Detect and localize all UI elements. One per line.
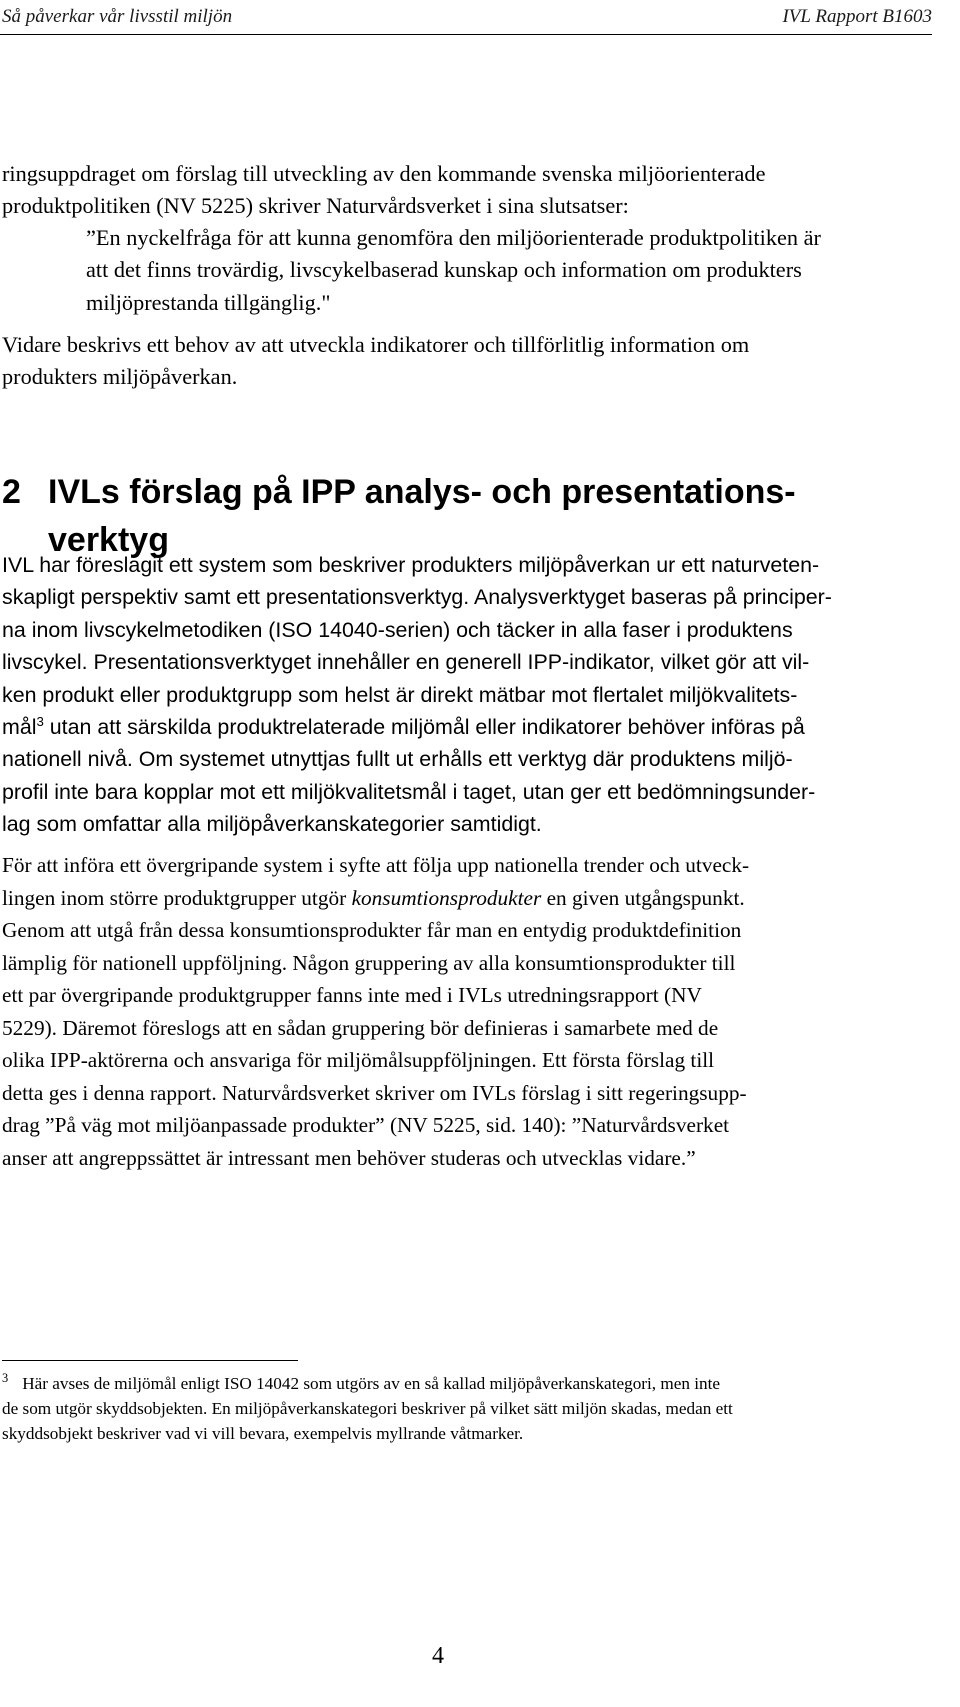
intro-paragraph [2,158,765,223]
text-line: lämplig för nationell uppföljning. Någon gruppering av alla konsumtionsprodukter till [2,950,736,975]
text-line [2,882,900,915]
block-quote [86,222,821,319]
text-line: detta ges i denna rapport. Naturvårdsverket skriver om IVLs förslag i sitt regeringsupp- [2,1080,747,1105]
footnote-reference: 3 [36,713,44,729]
section-title-line-2: verktyg [48,521,169,559]
text-line: att det finns trovärdig, livscykelbaserad kunskap och information om produkters [86,257,802,283]
text-line: produktpolitiken (NV 5225) skriver Naturvårdsverket i sina slutsatser: [2,193,629,219]
text-line: drag ”På väg mot miljöanpassade produkter” (NV 5225, sid. 140): ”Naturvårdsverket [2,1113,730,1137]
text-line: Genom att utgå från dessa konsumtionsprodukter får man en entydig produktdefinition [2,918,742,942]
text-line: miljöprestanda tillgänglig." [86,289,331,315]
text-line: skyddsobjekt beskriver vad vi vill bevara, exempelvis myllrande våtmarker. [2,1424,524,1443]
text-line: lag som omfattar alla miljöpåverkanskategorier samtidigt. [2,812,542,837]
footnote [2,1371,892,1446]
text-line [2,711,902,743]
running-header-report: IVL Rapport B1603 [782,6,932,27]
text-line: 5229). Däremot föreslogs att en sådan gruppering bör definieras i samarbete med de [2,1015,719,1040]
text-line: profil inte bara kopplar mot ett miljökvalitetsmål i taget, utan ger ett bedömningsunder- [2,779,816,804]
text-line: de som utgör skyddsobjekten. En miljöpåverkanskategori beskriver på vilket sätt miljön skadas, medan ett [2,1399,733,1418]
text-line: olika IPP-aktörerna och ansvariga för miljömålsuppföljningen. Ett första förslag till [2,1048,715,1072]
section-number: 2 [2,473,21,511]
text-line: ringsuppdraget om förslag till utveckling av den kommande svenska miljöorienterade [2,161,766,186]
page-number: 4 [432,1643,444,1669]
text-line: Vidare beskrivs ett behov av att utveckla indikatorer och tillförlitlig information om [2,332,750,357]
section-title-line-1: IVLs förslag på IPP analys- och presentations- [48,473,796,511]
text-line [2,1371,892,1396]
text-line: För att införa ett övergripande system i syfte att följa upp nationella trender och utveck- [2,853,750,877]
text-line: nationell nivå. Om systemet utnyttjas fullt ut erhålls ett verktyg där produktens miljö- [2,747,793,772]
text-span: lingen inom större produktgrupper utgör [2,885,352,910]
text-line: produkters miljöpåverkan. [2,364,238,390]
text-span: Här avses de miljömål enligt ISO 14042 som utgörs av en så kallad miljöpåverkanskategori, men inte [22,1374,721,1393]
text-span: mål [2,715,37,740]
text-line: ”En nyckelfråga för att kunna genomföra den miljöorienterade produktpolitiken är [86,225,821,250]
text-line: ken produkt eller produktgrupp som helst är direkt mätbar mot flertalet miljökvalitets- [2,682,798,707]
text-span: en given utgångspunkt. [541,885,745,910]
text-span: utan att särskilda produktrelaterade miljömål eller indikatorer behöver införas på [43,715,805,740]
running-header-title: Så påverkar vår livsstil miljön [2,6,233,27]
text-line: livscykel. Presentationsverktyget innehåller en generell IPP-indikator, vilket gör att vil- [2,650,810,675]
text-line: anser att angreppssättet är intressant men behöver studeras och utvecklas vidare.” [2,1145,696,1170]
text-line: ett par övergripande produktgrupper fanns inte med i IVLs utredningsrapport (NV [2,983,702,1007]
text-line: skapligt perspektiv samt ett presentationsverktyg. Analysverktyget baseras på principer- [2,585,832,610]
text-line: IVL har föreslagit ett system som beskriver produkters miljöpåverkan ur ett naturveten- [2,553,820,577]
paragraph-consumer-products [2,849,900,1174]
footnote-marker: 3 [2,1371,9,1386]
paragraph-ivl-system [2,549,902,841]
footnote-rule [2,1360,298,1361]
text-line: na inom livscykelmetodiken (ISO 14040-serien) och täcker in alla faser i produktens [2,617,793,642]
paragraph-indicators [2,329,749,394]
emphasis-term: konsumtionsprodukter [351,885,542,910]
header-rule [0,34,932,35]
